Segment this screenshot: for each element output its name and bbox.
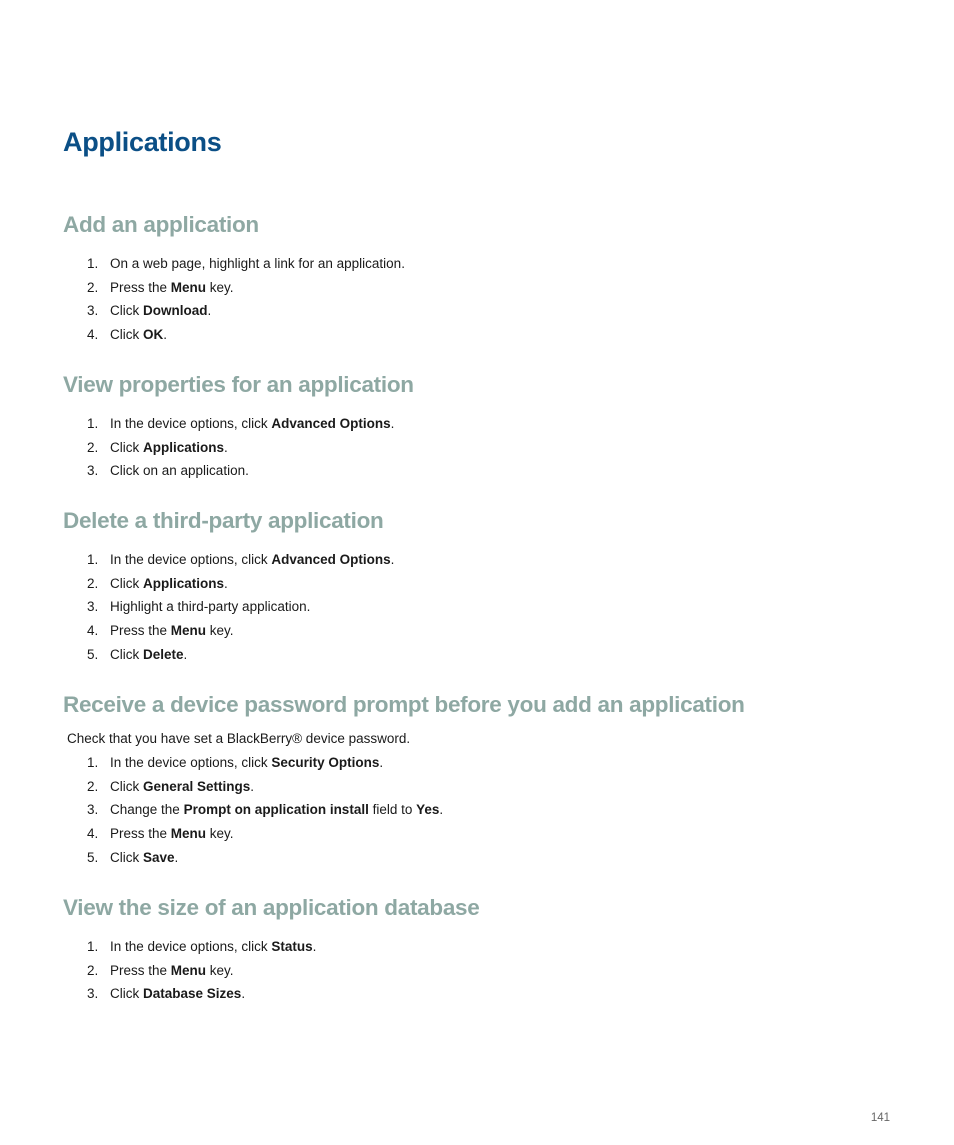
- step-text: Click: [110, 575, 143, 591]
- step-text: Click: [110, 439, 143, 455]
- step-text: .: [390, 552, 395, 567]
- step-number: 2.: [87, 575, 99, 591]
- step-emphasis-text: General Settings: [143, 778, 251, 794]
- section-title-database-size: View the size of an application database: [63, 895, 480, 920]
- step-text: .: [224, 439, 228, 455]
- section-title-password-prompt: Receive a device password prompt before you add an application: [63, 692, 745, 717]
- step-emphasis-text: Menu: [170, 962, 207, 978]
- step-text: key.: [206, 623, 234, 639]
- step-item: [63, 598, 394, 622]
- step-number: 1.: [87, 256, 99, 271]
- step-number: 4.: [87, 327, 99, 343]
- page-title: Applications: [63, 127, 222, 157]
- step-text: Click: [110, 646, 143, 662]
- step-emphasis-text: Applications: [143, 575, 225, 591]
- steps-list-add-application: [63, 255, 405, 350]
- step-text: In the device options, click: [110, 939, 272, 954]
- step-text: .: [250, 778, 255, 794]
- steps-list-view-properties: [63, 415, 394, 486]
- step-text: Press the: [110, 279, 171, 295]
- step-number: 5.: [87, 646, 99, 662]
- step-text: .: [390, 416, 395, 431]
- step-text: Highlight a third-party application.: [110, 599, 311, 615]
- step-number: 3.: [87, 599, 99, 615]
- step-number: 3.: [87, 463, 99, 479]
- step-emphasis-text: Yes: [416, 802, 440, 818]
- step-text: Click on an application.: [110, 463, 249, 479]
- step-emphasis-text: Delete: [143, 646, 184, 662]
- step-text: Press the: [110, 623, 171, 639]
- step-number: 1.: [87, 939, 99, 954]
- step-text: .: [439, 802, 444, 818]
- step-item: [63, 255, 405, 279]
- step-item: [63, 279, 405, 303]
- step-emphasis-text: Save: [143, 849, 175, 865]
- step-number: 2.: [87, 962, 99, 978]
- step-emphasis-text: Prompt on application install: [183, 802, 369, 818]
- step-item: [63, 778, 443, 802]
- section-title-view-properties: View properties for an application: [63, 372, 414, 397]
- step-emphasis-text: Download: [143, 303, 208, 319]
- step-item: [63, 622, 394, 646]
- step-number: 2.: [87, 439, 99, 455]
- step-text: Click: [110, 303, 143, 319]
- step-item: [63, 962, 316, 986]
- step-text: Click: [110, 778, 143, 794]
- step-emphasis-text: Status: [271, 939, 313, 954]
- step-item: [63, 825, 443, 849]
- steps-list-delete-third-party: [63, 551, 394, 669]
- step-number: 1.: [87, 755, 99, 770]
- step-emphasis-text: Advanced Options: [271, 416, 391, 431]
- step-text: key.: [206, 962, 234, 978]
- step-item: [63, 754, 443, 778]
- step-text: .: [379, 755, 384, 770]
- step-text: Change the: [110, 802, 184, 818]
- step-emphasis-text: Advanced Options: [271, 552, 391, 567]
- step-text: Click: [110, 327, 143, 343]
- step-text: .: [241, 986, 246, 1002]
- step-number: 2.: [87, 778, 99, 794]
- step-number: 4.: [87, 623, 99, 639]
- step-item: [63, 302, 405, 326]
- step-item: [63, 551, 394, 575]
- step-number: 1.: [87, 416, 99, 431]
- step-text: On a web page, highlight a link for an application.: [110, 256, 405, 271]
- step-text: .: [174, 849, 179, 865]
- step-text: field to: [368, 802, 417, 818]
- step-emphasis-text: Database Sizes: [143, 986, 242, 1002]
- step-text: In the device options, click: [110, 552, 272, 567]
- step-text: key.: [206, 826, 234, 842]
- section-intro-password-prompt: Check that you have set a BlackBerry® device password.: [67, 731, 411, 746]
- step-item: [63, 801, 443, 825]
- step-item: [63, 462, 394, 486]
- step-text: key.: [206, 279, 234, 295]
- step-text: Press the: [110, 962, 171, 978]
- section-title-delete-third-party: Delete a third-party application: [63, 508, 384, 533]
- step-number: 5.: [87, 849, 99, 865]
- step-text: Press the: [110, 826, 171, 842]
- step-item: [63, 326, 405, 350]
- step-text: .: [163, 327, 168, 343]
- page-number: 141: [870, 1112, 890, 1124]
- step-item: [63, 849, 443, 873]
- step-number: 3.: [87, 303, 99, 319]
- step-item: [63, 439, 394, 463]
- step-text: Click: [110, 849, 143, 865]
- step-text: .: [207, 303, 212, 319]
- steps-list-password-prompt: [63, 754, 443, 872]
- step-emphasis-text: OK: [143, 327, 164, 343]
- step-text: In the device options, click: [110, 755, 272, 770]
- step-text: In the device options, click: [110, 416, 272, 431]
- step-text: Click: [110, 986, 143, 1002]
- step-item: [63, 415, 394, 439]
- step-emphasis-text: Menu: [170, 623, 207, 639]
- step-number: 1.: [87, 552, 99, 567]
- step-emphasis-text: Menu: [170, 279, 207, 295]
- step-number: 3.: [87, 986, 99, 1002]
- step-item: [63, 575, 394, 599]
- step-emphasis-text: Menu: [170, 826, 207, 842]
- step-text: .: [312, 939, 317, 954]
- step-number: 2.: [87, 279, 99, 295]
- step-number: 3.: [87, 802, 99, 818]
- step-item: [63, 646, 394, 670]
- step-emphasis-text: Security Options: [271, 755, 380, 770]
- step-number: 4.: [87, 826, 99, 842]
- step-text: .: [224, 575, 228, 591]
- step-item: [63, 938, 316, 962]
- steps-list-database-size: [63, 938, 316, 1009]
- step-item: [63, 985, 316, 1009]
- step-emphasis-text: Applications: [143, 439, 225, 455]
- section-title-add-application: Add an application: [63, 212, 259, 237]
- step-text: .: [183, 646, 188, 662]
